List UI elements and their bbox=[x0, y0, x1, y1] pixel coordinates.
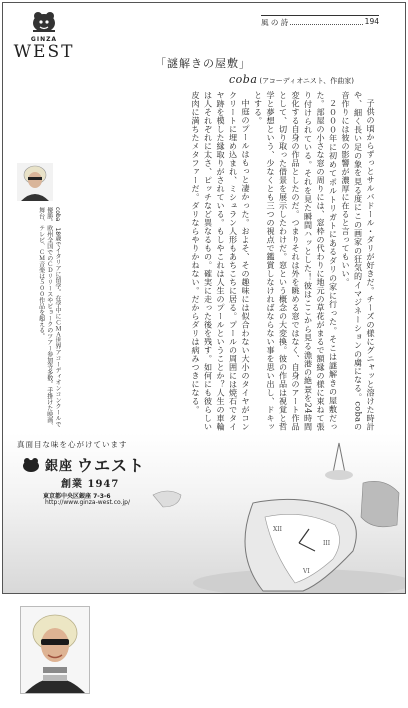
article-title: 「謎解きの屋敷」 bbox=[155, 57, 251, 70]
svg-text:VI: VI bbox=[303, 568, 310, 575]
author-portrait-photo bbox=[20, 606, 90, 694]
ad-brand-west: ウエスト bbox=[77, 456, 146, 475]
ad-founded: 創業 1947 bbox=[61, 479, 120, 490]
dog-emblem-icon bbox=[29, 9, 59, 35]
header-rule bbox=[261, 15, 379, 16]
svg-text:III: III bbox=[323, 540, 331, 547]
essay-paragraph: 中庭のプールはもっと凄かった。およそ、その趣味には似合わない大小のタイヤがコンクリートに埋め込まれ、ミシュラン人形もあちこちに居る。プールの周囲には焼石でタイヤ跡を模した縁取りがされている。もしやこれは人生のプールということか？人生の車輪は人それぞれに太さ、ピッチなど異なるもの。確実に走った後を残す。如何にも彼らしい皮肉に満ちたメタファーだ。ダリならやりかねない。だからダリは病みつきになる。 bbox=[191, 91, 251, 431]
essay-body bbox=[59, 91, 377, 431]
article-author bbox=[229, 73, 354, 86]
magazine-page bbox=[2, 2, 406, 594]
dog-emblem-icon bbox=[21, 456, 41, 474]
ad-brand-ginza: 銀座 bbox=[45, 459, 74, 474]
author-role: (アコーディオニスト、作曲家) bbox=[259, 77, 355, 85]
logo-west-text: WEST bbox=[13, 42, 75, 62]
logo-ginza-text: GINZA bbox=[30, 36, 58, 43]
ad-url-link[interactable]: http://www.ginza-west.co.jp/ bbox=[45, 499, 130, 506]
section-title: 風 の 詩 bbox=[261, 18, 289, 27]
ad-tagline: 真面目な味を心がけています bbox=[17, 440, 128, 449]
essay-paragraph: 子供の頃からずっとサルバドール・ダリが好きだ。チーズの様にグニャッと溶けた時計や、細く長い足の象を見る度にこの画家の狂気的イマジネーションの虜になる。cobaの音作りには彼の影響が濃厚に在ると言ってもいい。 bbox=[341, 91, 376, 431]
advertisement bbox=[3, 433, 405, 593]
author-profile: coba 18歳でイタリアに留学。在学中にＣＭＡ世界アコーディオンコンクールで優勝。欧州全国でのＣＤリリースやビョークのツアー参加等多数。手掛けた映画、舞台、テレビ、ＣＭ音楽は５００作品を超える。 bbox=[37, 207, 61, 429]
author-photo-small bbox=[17, 163, 53, 201]
page-number: 194 bbox=[364, 17, 379, 26]
ginza-west-logo bbox=[13, 9, 75, 61]
ad-brand bbox=[21, 453, 145, 476]
header-leader-dots bbox=[290, 17, 362, 25]
author-name: coba bbox=[229, 73, 258, 86]
svg-text:XII: XII bbox=[273, 526, 283, 533]
section-header bbox=[261, 17, 379, 28]
ad-address: 東京都中央区銀座 7-3-6 bbox=[43, 493, 111, 500]
essay-paragraph: ２０００年に初めてポルトリガトにあるダリの家に行った。そこは謎解きの屋敷だった。部屋の小さな窓の周りには、窓枠の代わりに地元の草花がまるで額縁の様に束ねて張り付けられている。それを見た瞬間ハッとした！彼はここから見る漁港の絶景を24時間変化する自身の作品としたのだ。つまりそれは外を眺める窓ではなく、自身のアート作品として、切り取った借景を展示したわけだ。窓という概念の大変換。彼の作品は視覚と哲学と夢想という、少なくとも三つの視点で鑑賞しなければならない事を思い出し、ドキッとする。 bbox=[253, 91, 339, 431]
